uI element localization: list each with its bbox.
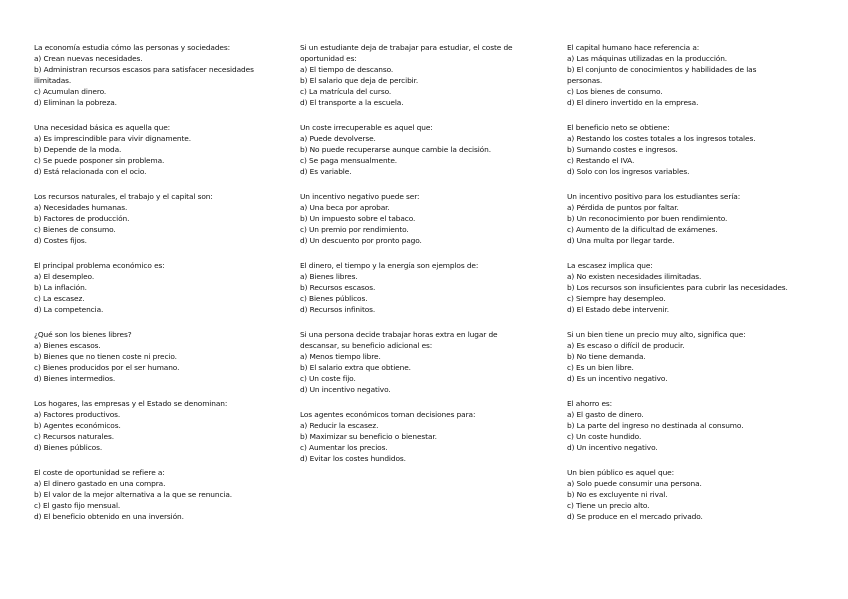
answer-option: a) Reducir la escasez. [300, 421, 379, 431]
question-block [300, 42, 526, 109]
answer-option: d) Es variable. [300, 167, 352, 177]
question-stem: Si un bien tiene un precio muy alto, significa que: [567, 329, 746, 339]
question-stem: Un incentivo negativo puede ser: [300, 192, 420, 202]
answer-option: b) No puede recuperarse aunque cambie la decisión. [300, 145, 491, 155]
question-block [567, 191, 791, 246]
answer-option: a) Puede devolverse. [300, 134, 376, 144]
answer-option: c) Bienes producidos por el ser humano. [34, 363, 180, 373]
answer-option: d) Eliminan la pobreza. [34, 98, 117, 108]
question-stem: Un incentivo positivo para los estudiantes sería: [567, 192, 741, 202]
answer-option: b) Factores de producción. [34, 214, 130, 224]
answer-option: d) Es un incentivo negativo. [567, 374, 668, 384]
answer-option: c) Recursos naturales. [34, 432, 114, 442]
answer-option: d) Se produce en el mercado privado. [567, 512, 703, 522]
answer-option: c) Es un bien libre. [567, 363, 634, 373]
question-stem: ¿Qué son los bienes libres? [34, 329, 132, 339]
answer-option: c) Restando el IVA. [567, 156, 635, 166]
question-stem: Una necesidad básica es aquella que: [34, 123, 171, 133]
answer-option: b) La parte del ingreso no destinada al consumo. [567, 421, 744, 431]
question-stem: La escasez implica que: [567, 261, 653, 270]
answer-option: c) La matrícula del curso. [300, 87, 392, 97]
answer-option: d) El transporte a la escuela. [300, 98, 404, 108]
answer-option: a) Bienes libres. [300, 272, 358, 282]
answer-option: c) Siempre hay desempleo. [567, 294, 666, 304]
question-block [567, 398, 791, 453]
answer-option: d) El beneficio obtenido en una inversión. [34, 512, 184, 522]
answer-option: d) Costes fijos. [34, 236, 87, 246]
answer-option: a) Restando los costes totales a los ingresos totales. [567, 134, 756, 144]
question-block [34, 329, 256, 384]
answer-option: a) Factores productivos. [34, 410, 121, 420]
answer-option: b) La inflación. [34, 283, 87, 293]
question-block [300, 409, 526, 464]
answer-option: b) Sumando costes e ingresos. [567, 145, 678, 155]
question-block [34, 467, 256, 522]
question-stem: Los hogares, las empresas y el Estado se denominan: [34, 398, 228, 408]
question-block [567, 467, 791, 522]
answer-option: a) Menos tiempo libre. [300, 352, 381, 362]
answer-option: d) Solo con los ingresos variables. [567, 167, 690, 177]
answer-option: c) Acumulan dinero. [34, 87, 107, 97]
answer-option: c) Se paga mensualmente. [300, 156, 398, 166]
answer-option: b) Agentes económicos. [34, 421, 121, 431]
answer-option: a) Es imprescindible para vivir dignamente. [34, 134, 191, 144]
question-block [300, 329, 526, 396]
answer-option: c) Aumento de la dificultad de exámenes. [567, 225, 718, 235]
answer-option: d) Un incentivo negativo. [567, 443, 658, 453]
answer-option: b) Administran recursos escasos para satisfacer necesidades ilimitadas. [34, 65, 254, 86]
question-block [34, 260, 256, 315]
answer-option: c) El gasto fijo mensual. [34, 501, 121, 511]
question-stem: El dinero, el tiempo y la energía son ejemplos de: [300, 261, 479, 270]
answer-option: b) Los recursos son insuficientes para cubrir las necesidades. [567, 283, 788, 293]
answer-option: c) Bienes públicos. [300, 294, 368, 304]
answer-option: d) Bienes intermedios. [34, 374, 116, 384]
column-2 [300, 42, 526, 478]
question-stem: El principal problema económico es: [34, 261, 165, 270]
answer-option: d) Un descuento por pronto pago. [300, 236, 422, 246]
answer-option: d) Recursos infinitos. [300, 305, 376, 315]
answer-option: a) El dinero gastado en una compra. [34, 479, 166, 488]
question-stem: El beneficio neto se obtiene: [567, 123, 670, 133]
question-block [300, 122, 526, 177]
question-stem: Un coste irrecuperable es aquel que: [300, 123, 433, 133]
answer-option: d) Un incentivo negativo. [300, 385, 391, 395]
answer-option: a) No existen necesidades ilimitadas. [567, 272, 702, 282]
question-block [34, 191, 256, 246]
question-block [34, 42, 256, 109]
question-block [567, 122, 791, 177]
answer-option: c) Se puede posponer sin problema. [34, 156, 165, 166]
answer-option: b) Depende de la moda. [34, 145, 122, 155]
question-stem: El ahorro es: [567, 398, 613, 408]
answer-option: c) Bienes de consumo. [34, 225, 116, 235]
answer-option: a) Solo puede consumir una persona. [567, 479, 702, 488]
answer-option: d) Evitar los costes hundidos. [300, 454, 406, 464]
question-block [567, 42, 791, 109]
answer-option: a) Las máquinas utilizadas en la producción. [567, 54, 728, 64]
answer-option: a) Pérdida de puntos por faltar. [567, 203, 679, 213]
answer-option: a) Necesidades humanas. [34, 203, 128, 213]
answer-option: b) Maximizar su beneficio o bienestar. [300, 432, 437, 442]
answer-option: a) El tiempo de descanso. [300, 65, 394, 75]
question-stem: Si una persona decide trabajar horas extra en lugar de descansar, su beneficio adicional es: [300, 329, 498, 351]
question-stem: Un bien público es aquel que: [567, 467, 674, 477]
question-block [567, 260, 791, 315]
answer-option: a) Bienes escasos. [34, 341, 101, 351]
answer-option: b) No tiene demanda. [567, 352, 646, 362]
question-block [34, 398, 256, 453]
answer-option: c) La escasez. [34, 294, 85, 304]
question-block [34, 122, 256, 177]
question-stem: El coste de oportunidad se refiere a: [34, 467, 165, 477]
answer-option: c) Un premio por rendimiento. [300, 225, 409, 235]
answer-option: d) Una multa por llegar tarde. [567, 236, 675, 246]
answer-option: d) El Estado debe intervenir. [567, 305, 670, 315]
question-block [567, 329, 791, 384]
answer-option: c) Tiene un precio alto. [567, 501, 650, 511]
answer-option: c) Aumentar los precios. [300, 443, 388, 453]
question-stem: Los agentes económicos toman decisiones para: [300, 410, 476, 420]
answer-option: a) El desempleo. [34, 272, 95, 282]
answer-option: a) Una beca por aprobar. [300, 203, 390, 213]
answer-option: b) El salario que deja de percibir. [300, 76, 419, 86]
answer-option: b) Un impuesto sobre el tabaco. [300, 214, 416, 224]
answer-option: d) La competencia. [34, 305, 104, 315]
answer-option: b) El conjunto de conocimientos y habilidades de las personas. [567, 65, 757, 86]
question-block [300, 191, 526, 246]
question-block [300, 260, 526, 315]
question-stem: La economía estudia cómo las personas y sociedades: [34, 43, 231, 52]
answer-option: b) El valor de la mejor alternativa a la que se renuncia. [34, 490, 233, 500]
answer-option: d) Está relacionada con el ocio. [34, 167, 147, 177]
answer-option: c) Un coste fijo. [300, 374, 356, 384]
answer-option: b) Recursos escasos. [300, 283, 376, 293]
answer-option: b) Un reconocimiento por buen rendimiento. [567, 214, 728, 224]
answer-option: a) Es escaso o difícil de producir. [567, 341, 685, 351]
question-stem: Los recursos naturales, el trabajo y el capital son: [34, 192, 213, 202]
answer-option: b) El salario extra que obtiene. [300, 363, 411, 373]
answer-option: b) Bienes que no tienen coste ni precio. [34, 352, 177, 362]
column-3 [567, 42, 791, 536]
answer-option: d) El dinero invertido en la empresa. [567, 98, 699, 108]
column-1 [34, 42, 256, 536]
question-stem: El capital humano hace referencia a: [567, 43, 700, 52]
answer-option: a) El gasto de dinero. [567, 410, 644, 420]
answer-option: d) Bienes públicos. [34, 443, 103, 453]
answer-option: c) Un coste hundido. [567, 432, 642, 442]
question-stem: Si un estudiante deja de trabajar para estudiar, el coste de oportunidad es: [300, 43, 513, 64]
answer-option: a) Crean nuevas necesidades. [34, 54, 143, 64]
answer-option: b) No es excluyente ni rival. [567, 490, 668, 500]
answer-option: c) Los bienes de consumo. [567, 87, 663, 97]
